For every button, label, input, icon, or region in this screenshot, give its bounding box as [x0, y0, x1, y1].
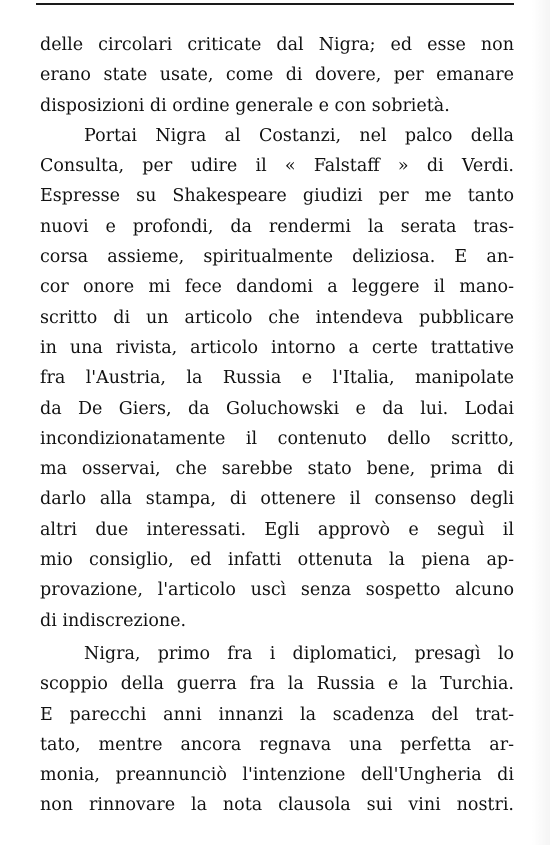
text-line: non rinnovare la nota clausola sui vini nostri. — [40, 795, 514, 816]
scan-edge-shading — [532, 0, 550, 845]
text-line: corsa assieme, spiritualmente deliziosa. E an- — [40, 247, 514, 268]
text-line: darlo alla stampa, di ottenere il consenso degli — [40, 489, 514, 510]
text-line: erano state usate, come di dovere, per emanare — [40, 65, 514, 86]
text-line: disposizioni di ordine generale e con sobrietà. — [40, 95, 450, 116]
paragraph-1 — [40, 30, 514, 121]
text-line: in una rivista, articolo intorno a certe trattative — [40, 337, 514, 358]
text-line: scoppio della guerra fra la Russia e la Turchia. — [40, 674, 514, 695]
text-line: provazione, l'articolo uscì senza sospetto alcuno — [40, 580, 514, 601]
text-line: Consulta, per udire il « Falstaff » di Verdi. — [40, 156, 514, 177]
text-line: tato, mentre ancora regnava una perfetta ar- — [40, 734, 514, 755]
text-line: fra l'Austria, la Russia e l'Italia, manipolate — [40, 368, 514, 389]
text-line: mio consiglio, ed infatti ottenuta la piena ap- — [40, 550, 514, 571]
page-text — [40, 30, 514, 821]
top-rule — [36, 3, 514, 5]
text-line: da De Giers, da Goluchowski e da lui. Lodai — [40, 398, 514, 419]
text-line: monia, preannunciò l'intenzione dell'Ungheria di — [40, 765, 514, 786]
text-line: altri due interessati. Egli approvò e seguì il — [40, 519, 514, 540]
text-line: incondizionatamente il contenuto dello scritto, — [40, 428, 514, 449]
text-line: cor onore mi fece dandomi a leggere il mano- — [40, 277, 514, 298]
text-line: E parecchi anni innanzi la scadenza del trat- — [40, 704, 514, 725]
text-line: ma osservai, che sarebbe stato bene, prima di — [40, 459, 514, 480]
text-line: nuovi e profondi, da rendermi la serata tras- — [40, 216, 514, 237]
text-line: delle circolari criticate dal Nigra; ed esse non — [40, 35, 514, 55]
paragraph-3 — [40, 639, 514, 821]
text-line: Nigra, primo fra i diplomatici, presagì lo — [84, 643, 514, 664]
text-line: di indiscrezione. — [40, 610, 187, 631]
paragraph-2 — [40, 121, 514, 636]
text-line: Portai Nigra al Costanzi, nel palco della — [84, 125, 514, 146]
text-line: scritto di un articolo che intendeva pubblicare — [40, 307, 514, 328]
text-line: Espresse su Shakespeare giudizi per me tanto — [40, 186, 514, 207]
